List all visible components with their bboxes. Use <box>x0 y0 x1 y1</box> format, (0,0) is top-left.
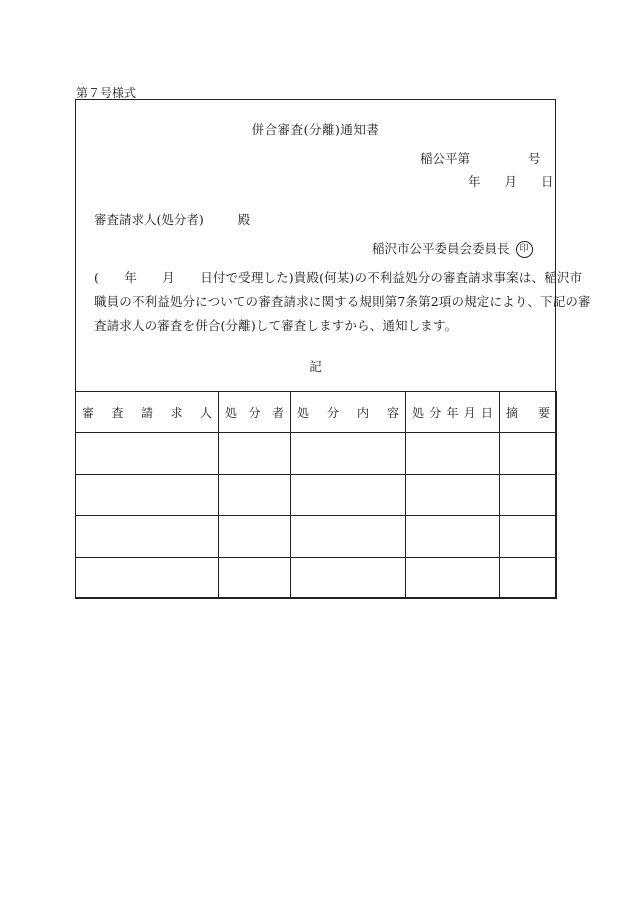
notice-frame <box>75 99 591 598</box>
cell-disposer[interactable] <box>219 516 291 558</box>
cell-remarks[interactable] <box>500 516 557 558</box>
header-char: 者 <box>271 405 284 420</box>
cell-disposition-content[interactable] <box>291 474 406 516</box>
header-char: 審 <box>82 405 95 420</box>
header-disposer <box>219 392 291 433</box>
addressee-label: 審査請求人(処分者) <box>94 212 204 227</box>
cell-disposition-content[interactable] <box>291 516 406 558</box>
date-day-label: 日 <box>541 174 554 189</box>
cell-applicant[interactable] <box>76 557 219 599</box>
notice-body <box>94 266 591 338</box>
cell-disposition-content[interactable] <box>291 557 406 599</box>
table-row <box>76 516 557 558</box>
cell-disposition-content[interactable] <box>291 433 406 475</box>
cell-applicant[interactable] <box>76 474 219 516</box>
date-month-label: 月 <box>504 174 518 189</box>
table-header-row <box>76 392 557 433</box>
notice-body-line: ( 年 月 日付で受理した)貴殿(何某)の不利益処分の審査請求事案は、稲沢市 <box>94 270 583 285</box>
cell-disposition-date[interactable] <box>406 474 500 516</box>
table-row <box>76 433 557 475</box>
header-char: 容 <box>386 405 399 420</box>
cell-remarks[interactable] <box>500 557 557 599</box>
table-row <box>76 474 557 516</box>
issuer <box>372 239 533 258</box>
notice-body-line: 職員の不利益処分についての審査請求に関する規則第7条第2項の規定により、下記の審 <box>94 294 591 309</box>
header-remarks <box>500 392 557 433</box>
issuer-title: 稲沢市公平委員会委員長 <box>372 241 510 256</box>
cell-disposer[interactable] <box>219 433 291 475</box>
header-char: 分 <box>429 405 442 420</box>
document-number-suffix: 号 <box>528 151 541 166</box>
addressee-honorific: 殿 <box>237 212 251 227</box>
header-char: 内 <box>356 405 369 420</box>
header-char: 日 <box>480 405 493 420</box>
document-number-prefix: 稲公平第 <box>420 151 471 166</box>
seal-icon: 印 <box>516 241 533 258</box>
header-char: 摘 <box>506 405 519 420</box>
issue-date <box>444 172 554 190</box>
cell-applicant[interactable] <box>76 516 219 558</box>
cell-disposition-date[interactable] <box>406 516 500 558</box>
header-char: 分 <box>248 405 261 420</box>
header-disposition-date <box>406 392 500 433</box>
header-char: 求 <box>170 405 183 420</box>
cell-applicant[interactable] <box>76 433 219 475</box>
date-year-label: 年 <box>468 174 481 189</box>
header-char: 年 <box>446 405 459 420</box>
form-number-label: 第７号様式 <box>76 86 137 100</box>
document-number <box>420 149 541 167</box>
applicant-table <box>75 391 557 599</box>
ki-label: 記 <box>309 359 322 374</box>
header-disposition-content <box>291 392 406 433</box>
header-char: 請 <box>140 405 153 420</box>
table-row <box>76 557 557 599</box>
document-title: 併合審査(分離)通知書 <box>251 122 380 137</box>
addressee <box>94 210 250 228</box>
header-char: 分 <box>326 405 339 420</box>
cell-disposition-date[interactable] <box>406 433 500 475</box>
notice-body-line: 査請求人の審査を併合(分離)して審査しますから、通知します。 <box>94 318 458 333</box>
header-char: 査 <box>111 405 124 420</box>
cell-disposition-date[interactable] <box>406 557 500 599</box>
header-char: 月 <box>463 405 476 420</box>
cell-disposer[interactable] <box>219 557 291 599</box>
header-char: 処 <box>412 405 425 420</box>
header-char: 人 <box>199 405 212 420</box>
cell-disposer[interactable] <box>219 474 291 516</box>
header-char: 処 <box>297 405 310 420</box>
header-char: 要 <box>537 405 550 420</box>
header-applicant <box>76 392 219 433</box>
cell-remarks[interactable] <box>500 433 557 475</box>
header-char: 処 <box>225 405 238 420</box>
cell-remarks[interactable] <box>500 474 557 516</box>
